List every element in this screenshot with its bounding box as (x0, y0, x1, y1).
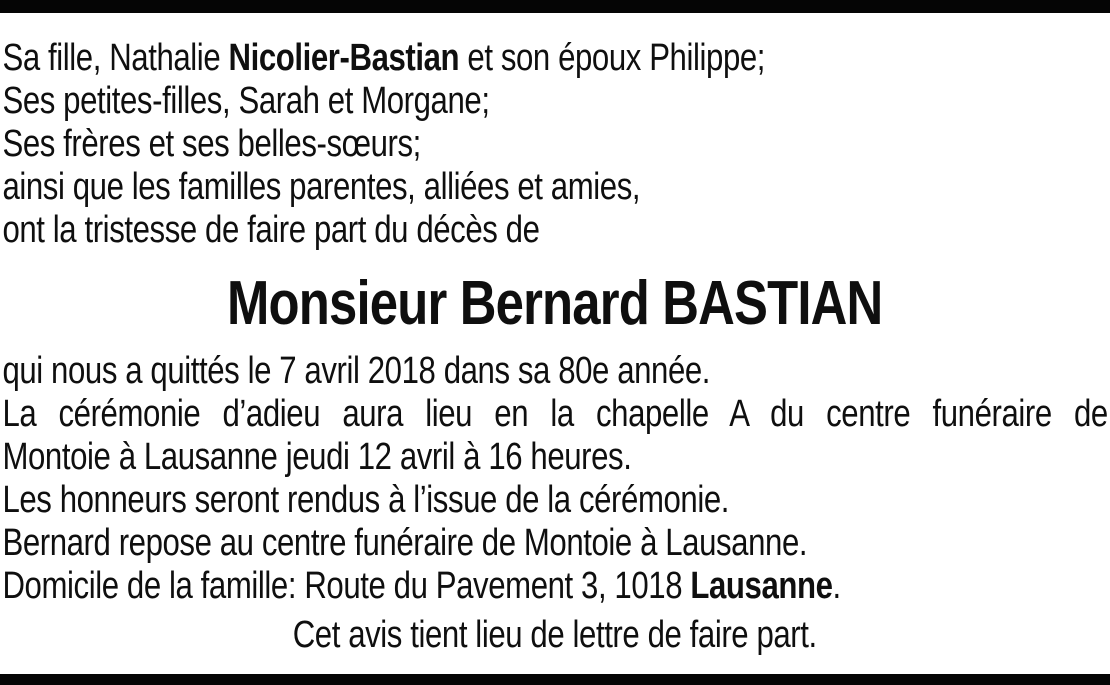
notice-line-ceremony-1: La cérémonie d’adieu aura lieu en la chapelle A du centre funéraire de (2, 393, 1108, 435)
address-text-pre: Domicile de la famille: Route du Pavement 3, 1018 (2, 565, 691, 607)
notice-text-block (0, 37, 1109, 657)
top-rule (0, 0, 1110, 13)
notice-line-siblings: Ses frères et ses belles-sœurs; (2, 123, 421, 165)
notice-line-granddaughters: Ses petites-filles, Sarah et Morgane; (2, 80, 490, 122)
daughter-text-post: et son époux Philippe; (459, 37, 766, 79)
deceased-name-heading: Monsieur Bernard BASTIAN (226, 269, 883, 338)
daughter-text-pre: Sa fille, Nathalie (2, 37, 229, 79)
notice-body (0, 13, 1110, 657)
address-text-post: . (832, 565, 841, 607)
notice-line-honors: Les honneurs seront rendus à l’issue de la cérémonie. (2, 479, 730, 521)
daughter-name-bold: Nicolier-Bastian (228, 37, 460, 79)
notice-line-death-date: qui nous a quittés le 7 avril 2018 dans sa 80e année. (2, 350, 711, 392)
closing-line: Cet avis tient lieu de lettre de faire part. (292, 614, 817, 656)
notice-line-ceremony-2: Montoie à Lausanne jeudi 12 avril à 16 heures. (2, 436, 632, 478)
address-city-bold: Lausanne (690, 565, 833, 607)
notice-line-repose: Bernard repose au centre funéraire de Montoie à Lausanne. (2, 522, 808, 564)
notice-line-families: ainsi que les familles parentes, alliées et amies, (2, 166, 641, 208)
bottom-rule (0, 674, 1110, 685)
notice-line-family-address (0, 565, 1109, 608)
notice-line-daughter (0, 37, 1109, 80)
notice-line-sorrow: ont la tristesse de faire part du décès de (2, 209, 540, 251)
